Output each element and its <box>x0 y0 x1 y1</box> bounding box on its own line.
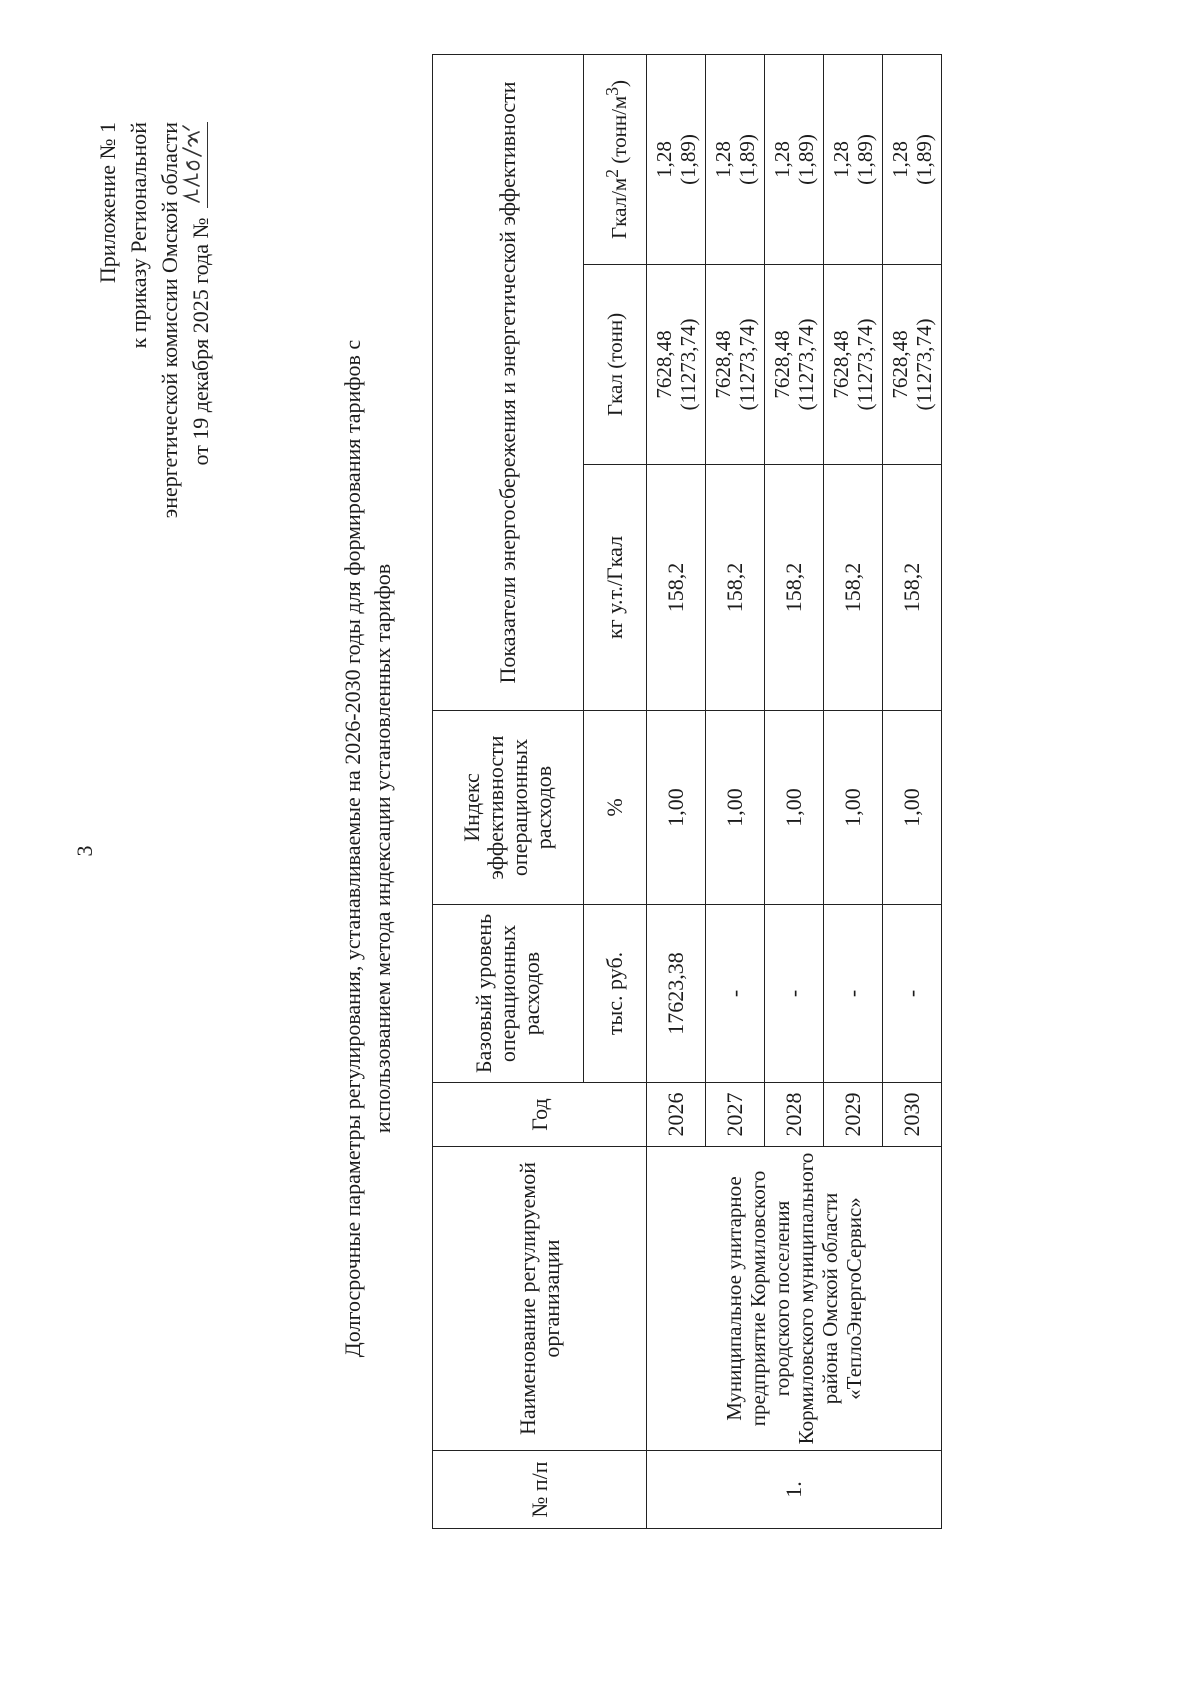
cell-index: 1,00 <box>706 711 765 905</box>
cell-losses <box>647 265 706 465</box>
cell-losses-gcal: 7628,48 <box>770 330 794 399</box>
cell-losses-tons: (11273,74) <box>794 318 818 411</box>
document-title <box>338 0 398 1697</box>
unit-fuel: кг у.т./Гкал <box>584 465 647 711</box>
header-year: Год <box>433 1083 647 1147</box>
header-energy-indicators: Показатели энергосбережения и энергетической эффективности <box>433 54 584 710</box>
cell-spec-tons: (1,89) <box>794 134 818 185</box>
cell-base-level: - <box>765 905 824 1083</box>
cell-losses <box>765 265 824 465</box>
table-row <box>647 54 706 1528</box>
unit-losses: Гкал (тонн) <box>584 265 647 465</box>
tariff-parameters-table <box>432 54 942 1529</box>
cell-specific <box>883 54 942 264</box>
cell-losses-gcal: 7628,48 <box>711 330 735 399</box>
cell-fuel: 158,2 <box>883 465 942 711</box>
cell-base-level: - <box>706 905 765 1083</box>
cell-year: 2029 <box>824 1083 883 1147</box>
cell-fuel: 158,2 <box>706 465 765 711</box>
cell-base-level: 17623,38 <box>647 905 706 1083</box>
cell-losses-tons: (11273,74) <box>853 318 877 411</box>
org-number: 1. <box>647 1451 942 1529</box>
cell-losses-gcal: 7628,48 <box>652 330 676 399</box>
cell-losses <box>824 265 883 465</box>
cell-year: 2028 <box>765 1083 824 1147</box>
unit-spec-sup2: 3 <box>601 87 622 96</box>
cell-spec-gcal: 1,28 <box>770 141 794 178</box>
cell-year: 2027 <box>706 1083 765 1147</box>
cell-spec-tons: (1,89) <box>912 134 936 185</box>
annex-block <box>92 122 216 682</box>
cell-losses-tons: (11273,74) <box>735 318 759 411</box>
cell-base-level: - <box>824 905 883 1083</box>
annex-line-date <box>185 122 216 682</box>
header-base-level: Базовый уровень операционных расходов <box>433 905 584 1083</box>
cell-losses-gcal: 7628,48 <box>888 330 912 399</box>
cell-spec-gcal: 1,28 <box>711 141 735 178</box>
cell-base-level: - <box>883 905 942 1083</box>
header-num: № п/п <box>433 1451 647 1529</box>
unit-losses-specific <box>584 54 647 264</box>
org-name: Муниципальное унитарное предприятие Кормиловского городского поселения Кормиловского муниципального района Омской области «ТеплоЭнергоСервис» <box>647 1147 942 1451</box>
cell-index: 1,00 <box>765 711 824 905</box>
cell-spec-gcal: 1,28 <box>888 141 912 178</box>
cell-fuel: 158,2 <box>824 465 883 711</box>
cell-losses-tons: (11273,74) <box>676 318 700 411</box>
cell-fuel: 158,2 <box>647 465 706 711</box>
cell-losses-tons: (11273,74) <box>912 318 936 411</box>
unit-spec-part-b: (тонн/м <box>606 95 631 170</box>
cell-year: 2026 <box>647 1083 706 1147</box>
annex-line-commission: энергетической комиссии Омской области <box>157 122 182 519</box>
header-row-1 <box>433 54 584 1528</box>
annex-date-text: от 19 декабря 2025 года № <box>188 217 213 466</box>
cell-spec-tons: (1,89) <box>735 134 759 185</box>
cell-spec-gcal: 1,28 <box>829 141 853 178</box>
header-efficiency-index: Индекс эффективности операционных расходов <box>433 711 584 905</box>
cell-specific <box>706 54 765 264</box>
unit-spec-part-a: Гкал/м <box>606 177 631 239</box>
title-line-2: использованием метода индексации установленных тарифов <box>370 563 395 1134</box>
cell-fuel: 158,2 <box>765 465 824 711</box>
header-organization: Наименование регулируемой организации <box>433 1147 647 1451</box>
annex-title: Приложение № 1 <box>95 122 120 284</box>
cell-specific <box>824 54 883 264</box>
unit-efficiency-index: % <box>584 711 647 905</box>
cell-losses <box>883 265 942 465</box>
page-number: 3 <box>72 845 97 857</box>
cell-spec-tons: (1,89) <box>853 134 877 185</box>
cell-year: 2030 <box>883 1083 942 1147</box>
cell-specific <box>765 54 824 264</box>
title-line-1: Долгосрочные параметры регулирования, устанавливаемые на 2026-2030 годы для формирования тарифов с <box>340 339 365 1358</box>
cell-index: 1,00 <box>824 711 883 905</box>
unit-spec-part-c: ) <box>606 80 631 88</box>
handwritten-order-number <box>189 122 208 208</box>
cell-spec-tons: (1,89) <box>676 134 700 185</box>
cell-index: 1,00 <box>647 711 706 905</box>
unit-base-level: тыс. руб. <box>584 905 647 1083</box>
cell-losses-gcal: 7628,48 <box>829 330 853 399</box>
unit-spec-sup: 2 <box>601 169 622 178</box>
cell-index: 1,00 <box>883 711 942 905</box>
cell-spec-gcal: 1,28 <box>652 141 676 178</box>
cell-specific <box>647 54 706 264</box>
annex-line-order: к приказу Региональной <box>126 122 151 349</box>
cell-losses <box>706 265 765 465</box>
